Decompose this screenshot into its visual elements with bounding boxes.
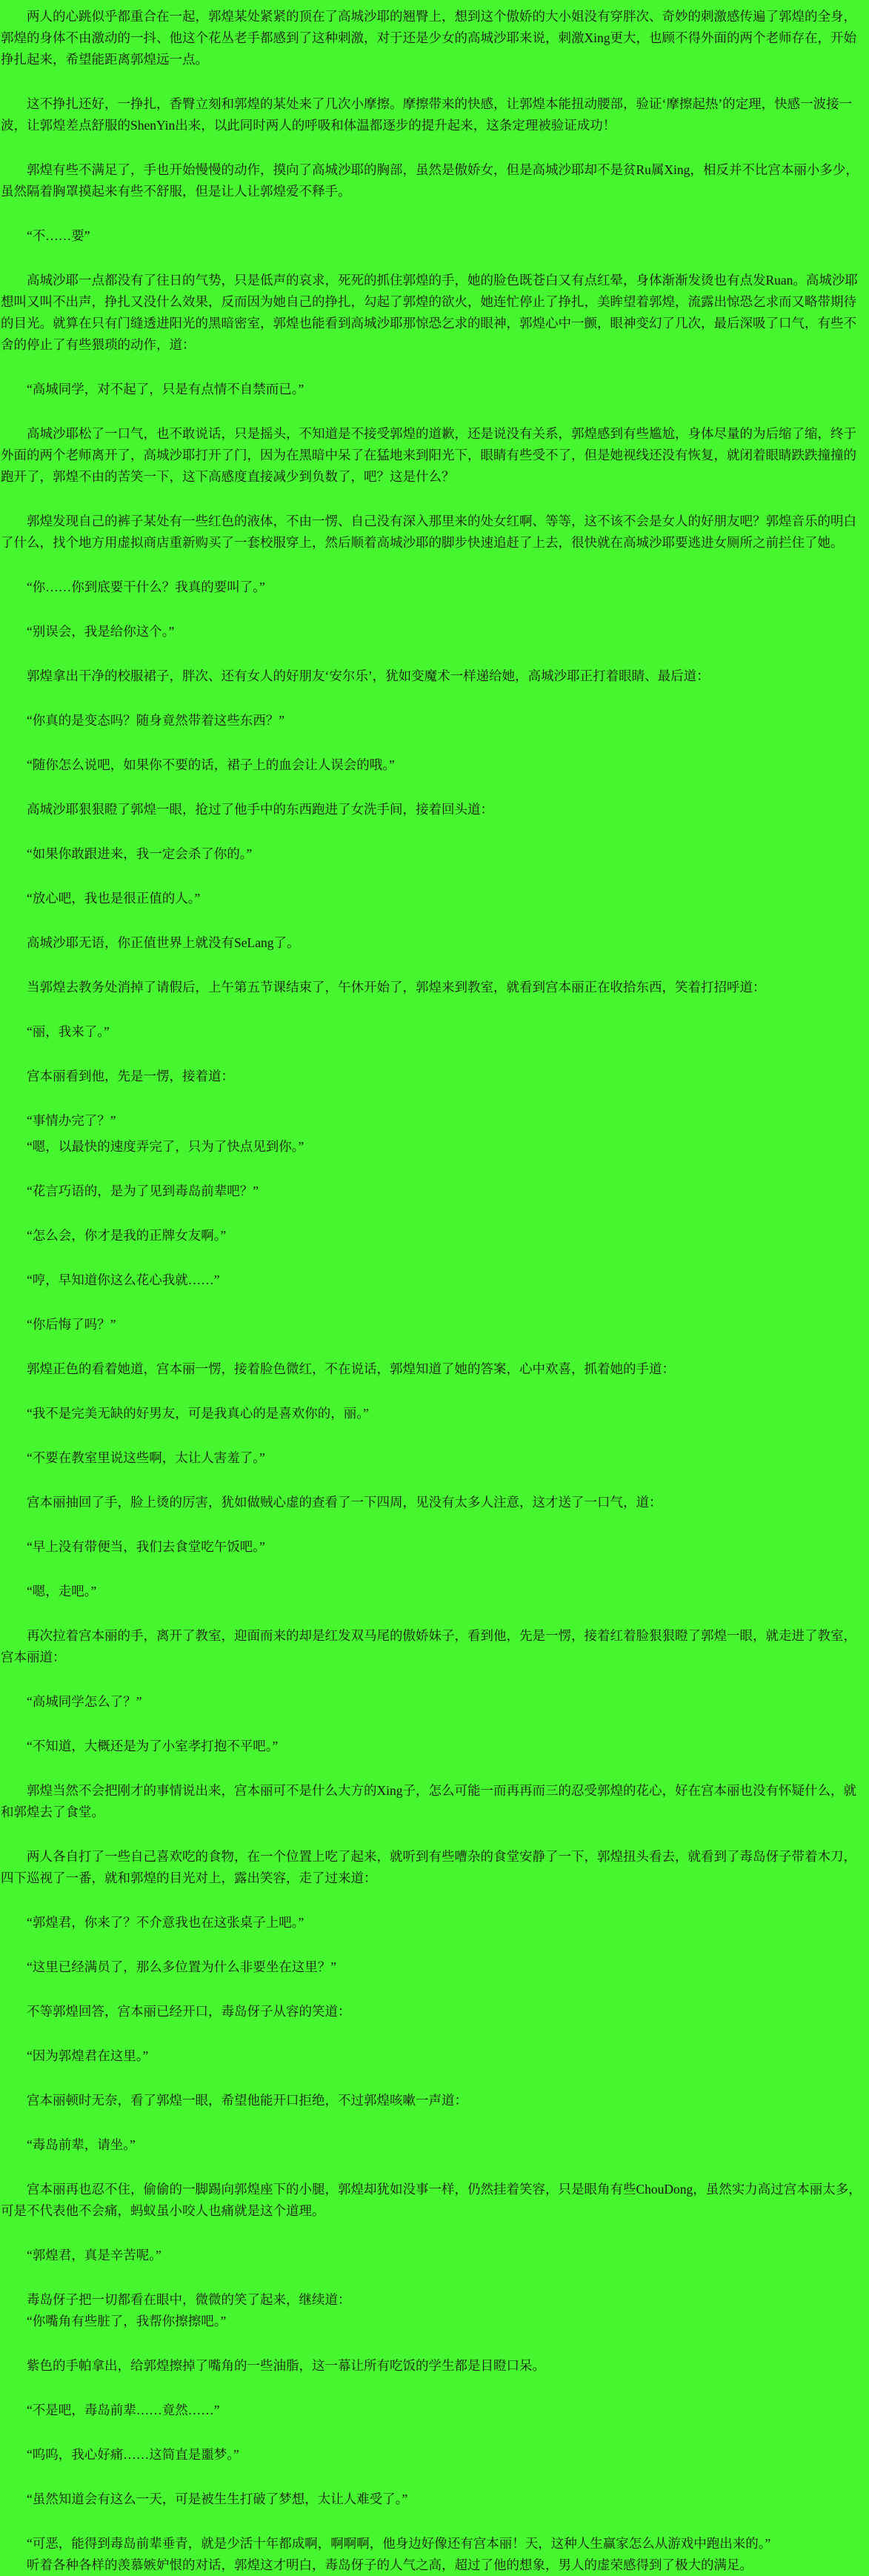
paragraph: “我不是完美无缺的好男友，可是我真心的是喜欢你的，丽。” — [27, 1406, 369, 1421]
paragraph: 再次拉着宫本丽的手，离开了教室，迎面而来的却是红发双马尾的傲娇妹子，看到他，先是一愣，接着红着脸狠狠瞪了郭煌一眼，就走进了教室，宫本丽道： — [1, 1628, 856, 1664]
paragraph: “呜呜，我心好痛……这简直是噩梦。” — [27, 2447, 239, 2462]
paragraph: “因为郭煌君在这里。” — [27, 2048, 149, 2063]
paragraph: “你嘴角有些脏了，我帮你擦擦吧。” — [27, 2314, 227, 2328]
paragraph: 宫本丽抽回了手，脸上烫的厉害，犹如做贼心虚的查看了一下四周，见没有太多人注意，这才送了一口气，道： — [27, 1495, 662, 1510]
paragraph: “你……你到底要干什么？我真的要叫了。” — [27, 580, 265, 594]
paragraph: “不是吧，毒岛前辈……竟然……” — [27, 2403, 220, 2417]
paragraph: “不……要” — [27, 228, 90, 243]
paragraph: “高城同学怎么了？” — [27, 1694, 142, 1709]
paragraph: “事情办完了？” — [27, 1113, 116, 1128]
paragraph: “毒岛前辈，请坐。” — [27, 2137, 136, 2152]
paragraph: 宫本丽看到他，先是一愣，接着道： — [27, 1069, 234, 1083]
paragraph: 郭煌拿出干净的校服裙子，胖次、还有女人的好朋友‘安尔乐’，犹如变魔术一样递给她，高城沙耶正打着眼睛、最后道： — [27, 668, 710, 683]
paragraph: “哼，早知道你这么花心我就……” — [27, 1272, 220, 1287]
paragraph: “你真的是变态吗？随身竟然带着这些东西？” — [27, 713, 285, 728]
paragraph: “不要在教室里说这些啊，太让人害羞了。” — [27, 1450, 265, 1465]
paragraph: “放心吧，我也是很正值的人。” — [27, 891, 201, 906]
paragraph: “可恶，能得到毒岛前辈垂青，就是少活十年都成啊，啊啊啊，他身边好像还有宫本丽！天，这种人生赢家怎么从游戏中跑出来的。” — [27, 2536, 771, 2551]
paragraph: 高城沙耶狠狠瞪了郭煌一眼，抢过了他手中的东西跑进了女洗手间，接着回头道： — [27, 802, 493, 817]
paragraph: 郭煌发现自己的裤子某处有一些红色的液体，不由一愣、自己没有深入那里来的处女红啊、等等，这不该不会是女人的好朋友吧？郭煌音乐的明白了什么，找个地方用虚拟商店重新购买了一套校服穿上，然后顺着高城沙耶的脚步快速追赶了上去，很快就在高城沙耶要逃进女厕所之前拦住了她。 — [1, 514, 856, 550]
paragraph: “不知道，大概还是为了小室孝打抱不平吧。” — [27, 1739, 279, 1753]
paragraph: “嗯，走吧。” — [27, 1584, 97, 1599]
paragraph: 高城沙耶一点都没有了往日的气势，只是低声的哀求，死死的抓住郭煌的手，她的脸色既苍白又有点红晕，身体渐渐发烫也有点发Ruan。高城沙耶想叫又叫不出声，挣扎又没什么效果，反而因为她自己的挣扎，勾起了郭煌的欲火，她连忙停止了挣扎，美眸望着郭煌，流露出惊恐乞求而又略带期待的目光。就算在只有门缝透进阳光的黑暗密室，郭煌也能看到高城沙耶那惊恐乞求的眼神，郭煌心中一颤，眼神变幻了几次，最后深吸了口气，有些不舍的停止了有些猥琐的动作，道： — [1, 273, 858, 352]
paragraph: 两人的心跳似乎都重合在一起，郭煌某处紧紧的顶在了高城沙耶的翘臀上，想到这个傲娇的大小姐没有穿胖次、奇妙的刺激感传遍了郭煌的全身，郭煌的身体不由激动的一抖、他这个花丛老手都感到了这种刺激，对于还是少女的高城沙耶来说，刺激Xing更大，也顾不得外面的两个老师存在，开始挣扎起来，希望能距离郭煌远一点。 — [1, 9, 856, 67]
paragraph: 两人各自打了一些自己喜欢吃的食物，在一个位置上吃了起来，就听到有些嘈杂的食堂安静了一下，郭煌扭头看去，就看到了毒岛伢子带着木刀，四下巡视了一番，就和郭煌的目光对上，露出笑容，走了过来道： — [1, 1849, 856, 1885]
paragraph: 宫本丽再也忍不住，偷偷的一脚踢向郭煌座下的小腿，郭煌却犹如没事一样，仍然挂着笑容，只是眼角有些ChouDong，虽然实力高过宫本丽太多，可是不代表他不会痛，蚂蚁虽小咬人也痛就是这个道理。 — [1, 2182, 862, 2218]
paragraph: “嗯，以最快的速度弄完了，只为了快点见到你。” — [27, 1139, 304, 1154]
paragraph: “花言巧语的，是为了见到毒岛前辈吧？” — [27, 1184, 259, 1198]
paragraph: 这不挣扎还好，一挣扎，香臀立刻和郭煌的某处来了几次小摩擦。摩擦带来的快感，让郭煌本能扭动腰部，验证‘摩擦起热’的定理，快感一波接一波，让郭煌差点舒服的ShenYin出来，以此同时两人的呼吸和体温都逐步的提升起来，这条定理被验证成功！ — [1, 96, 853, 133]
paragraph: “这里已经满员了，那么多位置为什么非要坐在这里？” — [27, 1959, 337, 1974]
paragraph: “高城同学，对不起了，只是有点情不自禁而已。” — [27, 382, 304, 396]
paragraph: 宫本丽顿时无奈，看了郭煌一眼，希望他能开口拒绝，不过郭煌咳嗽一声道： — [27, 2093, 467, 2108]
paragraph: “早上没有带便当，我们去食堂吃午饭吧。” — [27, 1539, 265, 1554]
paragraph: “你后悔了吗？” — [27, 1317, 116, 1332]
paragraph: 郭煌当然不会把刚才的事情说出来，宫本丽可不是什么大方的Xing子，怎么可能一而再再而三的忍受郭煌的花心，好在宫本丽也没有怀疑什么，就和郭煌去了食堂。 — [1, 1783, 856, 1819]
paragraph: 郭煌有些不满足了，手也开始慢慢的动作，摸向了高城沙耶的胸部，虽然是傲娇女，但是高城沙耶却不是贫Ru属Xing，相反并不比宫本丽小多少，虽然隔着胸罩摸起来有些不舒服，但是让人让郭煌爱不释手。 — [1, 162, 859, 199]
paragraph: “如果你敢跟进来，我一定会杀了你的。” — [27, 846, 253, 861]
paragraph: “郭煌君，真是辛苦呢。” — [27, 2248, 162, 2263]
paragraph: 听着各种各样的羡慕嫉妒恨的对话，郭煌这才明白，毒岛伢子的人气之高，超过了他的想象，男人的虚荣感得到了极大的满足。 — [27, 2557, 753, 2572]
paragraph: “郭煌君，你来了？不介意我也在这张桌子上吧。” — [27, 1915, 304, 1930]
paragraph: “虽然知道会有这么一天，可是被生生打破了梦想，太让人难受了。” — [27, 2492, 408, 2506]
paragraph: 毒岛伢子把一切都看在眼中，微微的笑了起来，继续道： — [27, 2292, 351, 2307]
paragraph: “随你怎么说吧，如果你不要的话，裙子上的血会让人误会的哦。” — [27, 757, 395, 772]
paragraph: “丽，我来了。” — [27, 1024, 110, 1039]
paragraph: 郭煌正色的看着她道，宫本丽一愣，接着脸色微红，不在说话，郭煌知道了她的答案，心中欢喜，抓着她的手道： — [27, 1361, 675, 1376]
paragraph: “别误会，我是给你这个。” — [27, 624, 175, 639]
paragraph: “怎么会，你才是我的正牌女友啊。” — [27, 1228, 227, 1243]
paragraph: 当郭煌去教务处消掉了请假后，上午第五节课结束了，午休开始了，郭煌来到教室，就看到宫本丽正在收拾东西，笑着打招呼道： — [27, 980, 766, 995]
paragraph: 不等郭煌回答，宫本丽已经开口，毒岛伢子从容的笑道： — [27, 2004, 351, 2019]
paragraph: 高城沙耶松了一口气，也不敢说话，只是摇头，不知道是不接受郭煌的道歉，还是说没有关系，郭煌感到有些尴尬，身体尽量的为后缩了缩，终于外面的两个老师离开了，高城沙耶打开了门，因为在黑暗中呆了在猛地来到阳光下，眼睛有些受不了，但是她视线还没有恢复，就闭着眼睛跌跌撞撞的跑开了，郭煌不由的苦笑一下，这下高感度直接减少到负数了，吧？这是什么？ — [1, 426, 856, 484]
paragraph: 高城沙耶无语，你正值世界上就没有SeLang了。 — [27, 935, 300, 950]
paragraph: 紫色的手帕拿出，给郭煌擦掉了嘴角的一些油脂，这一幕让所有吃饭的学生都是目瞪口呆。 — [27, 2358, 545, 2373]
